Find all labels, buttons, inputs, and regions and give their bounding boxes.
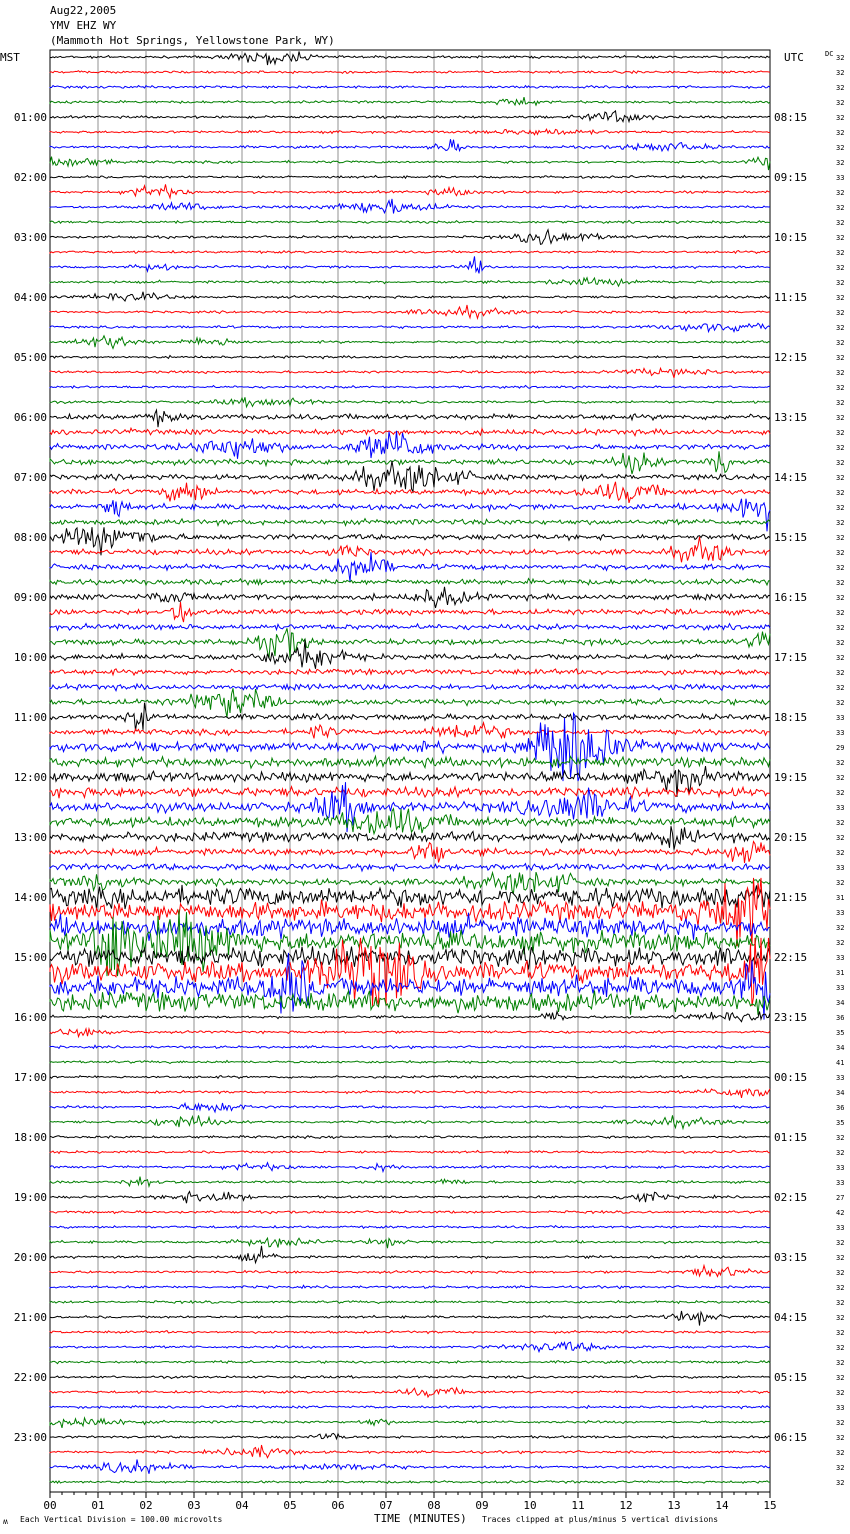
clip-note: Traces clipped at plus/minus 5 vertical divisions bbox=[482, 1515, 719, 1524]
dc-offset-value: 32 bbox=[836, 1239, 845, 1247]
dc-offset-value: 32 bbox=[836, 1284, 845, 1292]
x-tick-label: 14 bbox=[715, 1499, 729, 1512]
dc-offset-value: 36 bbox=[836, 1014, 845, 1022]
dc-offset-value: 34 bbox=[836, 1089, 845, 1097]
utc-header: UTC bbox=[784, 51, 804, 64]
hour-label-mst: 03:00 bbox=[13, 231, 47, 244]
dc-offset-value: 32 bbox=[836, 684, 845, 692]
dc-offset-value: 32 bbox=[836, 879, 845, 887]
x-tick-label: 04 bbox=[235, 1499, 249, 1512]
dc-offset-value: 34 bbox=[836, 999, 845, 1007]
dc-offset-value: 33 bbox=[836, 1404, 845, 1412]
hour-label-mst: 02:00 bbox=[13, 171, 47, 184]
dc-offset-value: 33 bbox=[836, 1164, 845, 1172]
dc-offset-value: 32 bbox=[836, 504, 845, 512]
hour-label-mst: 16:00 bbox=[13, 1011, 47, 1024]
x-tick-label: 02 bbox=[139, 1499, 153, 1512]
dc-offset-value: 32 bbox=[836, 354, 845, 362]
dc-offset-value: 32 bbox=[836, 1359, 845, 1367]
hour-label-mst: 07:00 bbox=[13, 471, 47, 484]
dc-offset-value: 33 bbox=[836, 714, 845, 722]
dc-offset-value: 33 bbox=[836, 909, 845, 917]
hour-label-utc: 12:15 bbox=[774, 351, 808, 364]
x-tick-label: 09 bbox=[475, 1499, 489, 1512]
x-tick-label: 13 bbox=[667, 1499, 681, 1512]
dc-offset-value: 32 bbox=[836, 1314, 845, 1322]
dc-offset-value: 32 bbox=[836, 654, 845, 662]
dc-offset-value: 32 bbox=[836, 1464, 845, 1472]
dc-offset-value: 32 bbox=[836, 1449, 845, 1457]
x-tick-label: 06 bbox=[331, 1499, 345, 1512]
dc-offset-value: 32 bbox=[836, 1479, 845, 1487]
dc-offset-value: 33 bbox=[836, 804, 845, 812]
station-label: YMV EHZ WY bbox=[50, 19, 117, 32]
hour-label-mst: 19:00 bbox=[13, 1191, 47, 1204]
dc-offset-value: 32 bbox=[836, 669, 845, 677]
x-tick-label: 10 bbox=[523, 1499, 537, 1512]
hour-label-mst: 14:00 bbox=[13, 891, 47, 904]
dc-offset-value: 32 bbox=[836, 639, 845, 647]
dc-offset-value: 33 bbox=[836, 984, 845, 992]
dc-offset-value: 32 bbox=[836, 579, 845, 587]
hour-label-utc: 08:15 bbox=[774, 111, 808, 124]
dc-offset-value: 32 bbox=[836, 114, 845, 122]
dc-offset-value: 32 bbox=[836, 1254, 845, 1262]
dc-offset-value: 32 bbox=[836, 384, 845, 392]
dc-offset-value: 32 bbox=[836, 324, 845, 332]
dc-offset-value: 32 bbox=[836, 99, 845, 107]
dc-offset-value: 33 bbox=[836, 729, 845, 737]
x-tick-label: 15 bbox=[763, 1499, 777, 1512]
dc-offset-value: 32 bbox=[836, 1269, 845, 1277]
hour-label-utc: 22:15 bbox=[774, 951, 808, 964]
dc-offset-value: 32 bbox=[836, 594, 845, 602]
dc-offset-value: 32 bbox=[836, 69, 845, 77]
dc-offset-value: 32 bbox=[836, 429, 845, 437]
hour-label-utc: 11:15 bbox=[774, 291, 808, 304]
dc-offset-value: 32 bbox=[836, 939, 845, 947]
hour-label-mst: 04:00 bbox=[13, 291, 47, 304]
dc-offset-value: 32 bbox=[836, 609, 845, 617]
dc-offset-value: 27 bbox=[836, 1194, 845, 1202]
dc-offset-value: 31 bbox=[836, 894, 845, 902]
dc-offset-value: 36 bbox=[836, 1104, 845, 1112]
dc-offset-value: 32 bbox=[836, 1434, 845, 1442]
dc-offset-value: 32 bbox=[836, 564, 845, 572]
dc-offset-value: 32 bbox=[836, 1329, 845, 1337]
scale-note: Each Vertical Division = 100.00 microvolts bbox=[20, 1515, 223, 1524]
hour-label-mst: 10:00 bbox=[13, 651, 47, 664]
dc-offset-value: 32 bbox=[836, 834, 845, 842]
hour-label-utc: 01:15 bbox=[774, 1131, 808, 1144]
dc-offset-value: 31 bbox=[836, 969, 845, 977]
dc-header: DC bbox=[825, 50, 834, 58]
corner-mark: ʍ bbox=[3, 1517, 8, 1526]
dc-offset-value: 41 bbox=[836, 1059, 845, 1067]
location-label: (Mammoth Hot Springs, Yellowstone Park, WY) bbox=[50, 34, 335, 47]
dc-offset-value: 32 bbox=[836, 414, 845, 422]
dc-offset-value: 32 bbox=[836, 249, 845, 257]
dc-offset-value: 32 bbox=[836, 699, 845, 707]
x-axis-title: TIME (MINUTES) bbox=[374, 1512, 467, 1525]
dc-offset-value: 32 bbox=[836, 1299, 845, 1307]
dc-offset-value: 32 bbox=[836, 234, 845, 242]
hour-label-mst: 13:00 bbox=[13, 831, 47, 844]
dc-offset-value: 32 bbox=[836, 309, 845, 317]
hour-label-utc: 20:15 bbox=[774, 831, 808, 844]
hour-label-utc: 21:15 bbox=[774, 891, 808, 904]
x-tick-label: 11 bbox=[571, 1499, 585, 1512]
dc-offset-value: 32 bbox=[836, 819, 845, 827]
dc-offset-value: 32 bbox=[836, 774, 845, 782]
x-tick-label: 01 bbox=[91, 1499, 105, 1512]
dc-offset-value: 32 bbox=[836, 204, 845, 212]
dc-offset-value: 32 bbox=[836, 759, 845, 767]
hour-label-utc: 23:15 bbox=[774, 1011, 808, 1024]
x-tick-label: 00 bbox=[43, 1499, 57, 1512]
x-tick-label: 12 bbox=[619, 1499, 633, 1512]
dc-offset-value: 32 bbox=[836, 144, 845, 152]
dc-offset-value: 32 bbox=[836, 789, 845, 797]
dc-offset-value: 32 bbox=[836, 924, 845, 932]
x-tick-label: 08 bbox=[427, 1499, 441, 1512]
hour-label-utc: 06:15 bbox=[774, 1431, 808, 1444]
hour-label-utc: 19:15 bbox=[774, 771, 808, 784]
hour-label-utc: 13:15 bbox=[774, 411, 808, 424]
hour-label-utc: 17:15 bbox=[774, 651, 808, 664]
hour-label-mst: 01:00 bbox=[13, 111, 47, 124]
hour-label-utc: 03:15 bbox=[774, 1251, 808, 1264]
mst-header: MST bbox=[0, 51, 20, 64]
hour-label-mst: 05:00 bbox=[13, 351, 47, 364]
hour-label-utc: 00:15 bbox=[774, 1071, 808, 1084]
dc-offset-value: 32 bbox=[836, 339, 845, 347]
dc-offset-value: 35 bbox=[836, 1029, 845, 1037]
dc-offset-value: 32 bbox=[836, 219, 845, 227]
hour-label-utc: 05:15 bbox=[774, 1371, 808, 1384]
dc-offset-value: 33 bbox=[836, 1074, 845, 1082]
hour-label-mst: 08:00 bbox=[13, 531, 47, 544]
hour-label-mst: 17:00 bbox=[13, 1071, 47, 1084]
dc-offset-value: 32 bbox=[836, 129, 845, 137]
dc-offset-value: 32 bbox=[836, 189, 845, 197]
dc-offset-value: 32 bbox=[836, 264, 845, 272]
hour-label-mst: 06:00 bbox=[13, 411, 47, 424]
dc-offset-value: 33 bbox=[836, 1179, 845, 1187]
hour-label-mst: 15:00 bbox=[13, 951, 47, 964]
dc-offset-value: 32 bbox=[836, 294, 845, 302]
dc-offset-value: 32 bbox=[836, 369, 845, 377]
dc-offset-value: 32 bbox=[836, 1134, 845, 1142]
dc-offset-value: 32 bbox=[836, 1149, 845, 1157]
dc-offset-value: 35 bbox=[836, 1119, 845, 1127]
hour-label-mst: 22:00 bbox=[13, 1371, 47, 1384]
dc-offset-value: 32 bbox=[836, 444, 845, 452]
dc-offset-value: 32 bbox=[836, 399, 845, 407]
dc-offset-value: 32 bbox=[836, 159, 845, 167]
dc-offset-value: 32 bbox=[836, 1374, 845, 1382]
hour-label-mst: 18:00 bbox=[13, 1131, 47, 1144]
dc-offset-value: 32 bbox=[836, 1344, 845, 1352]
hour-label-mst: 20:00 bbox=[13, 1251, 47, 1264]
dc-offset-value: 32 bbox=[836, 624, 845, 632]
dc-offset-value: 32 bbox=[836, 849, 845, 857]
dc-offset-value: 32 bbox=[836, 54, 845, 62]
dc-offset-value: 33 bbox=[836, 1224, 845, 1232]
hour-label-utc: 16:15 bbox=[774, 591, 808, 604]
dc-offset-value: 32 bbox=[836, 534, 845, 542]
hour-label-utc: 02:15 bbox=[774, 1191, 808, 1204]
hour-label-utc: 10:15 bbox=[774, 231, 808, 244]
hour-label-utc: 15:15 bbox=[774, 531, 808, 544]
dc-offset-value: 42 bbox=[836, 1209, 845, 1217]
x-tick-label: 07 bbox=[379, 1499, 393, 1512]
date-label: Aug22,2005 bbox=[50, 4, 117, 17]
hour-label-utc: 14:15 bbox=[774, 471, 808, 484]
dc-offset-value: 29 bbox=[836, 744, 845, 752]
hour-label-utc: 18:15 bbox=[774, 711, 808, 724]
hour-label-utc: 04:15 bbox=[774, 1311, 808, 1324]
hour-label-utc: 09:15 bbox=[774, 171, 808, 184]
hour-label-mst: 11:00 bbox=[13, 711, 47, 724]
hour-label-mst: 21:00 bbox=[13, 1311, 47, 1324]
dc-offset-value: 32 bbox=[836, 549, 845, 557]
dc-offset-value: 32 bbox=[836, 279, 845, 287]
dc-offset-value: 32 bbox=[836, 519, 845, 527]
dc-offset-value: 33 bbox=[836, 864, 845, 872]
dc-offset-value: 33 bbox=[836, 954, 845, 962]
hour-label-mst: 23:00 bbox=[13, 1431, 47, 1444]
hour-label-mst: 12:00 bbox=[13, 771, 47, 784]
x-tick-label: 05 bbox=[283, 1499, 297, 1512]
hour-label-mst: 09:00 bbox=[13, 591, 47, 604]
dc-offset-value: 32 bbox=[836, 84, 845, 92]
dc-offset-value: 32 bbox=[836, 1389, 845, 1397]
dc-offset-value: 32 bbox=[836, 459, 845, 467]
dc-offset-value: 32 bbox=[836, 489, 845, 497]
dc-offset-value: 32 bbox=[836, 474, 845, 482]
dc-offset-value: 33 bbox=[836, 174, 845, 182]
dc-offset-value: 32 bbox=[836, 1419, 845, 1427]
x-tick-label: 03 bbox=[187, 1499, 201, 1512]
dc-offset-value: 34 bbox=[836, 1044, 845, 1052]
